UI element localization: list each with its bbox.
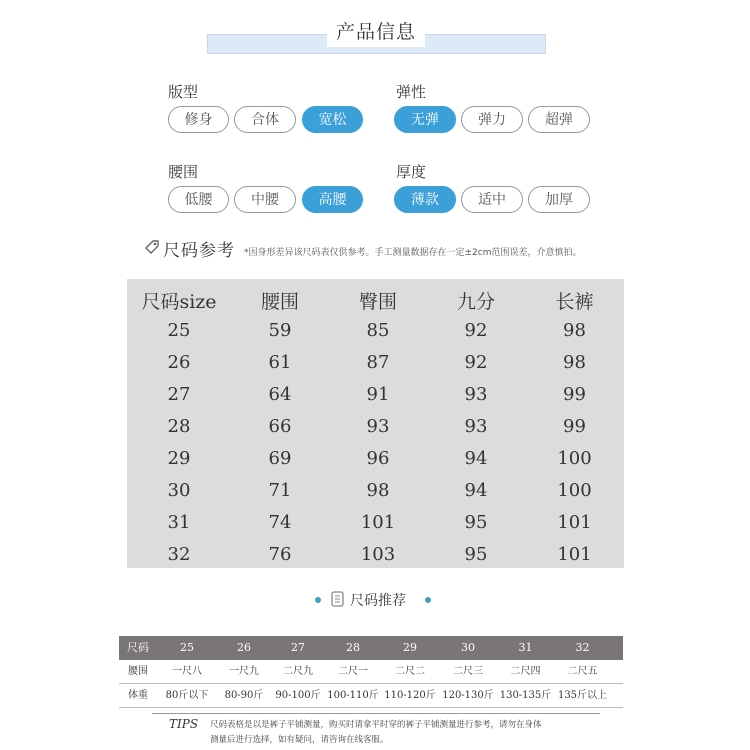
size-table-row <box>127 320 624 344</box>
chip-fit-slim[interactable]: 修身 <box>168 106 229 133</box>
recommendation-cell: 90-100斤 <box>275 690 321 701</box>
recommendation-cell: 80-90斤 <box>224 690 264 701</box>
recommendation-cell: 25 <box>180 641 194 654</box>
size-table-cell: 95 <box>464 544 488 565</box>
size-table-cell: 29 <box>167 448 191 469</box>
product-info-panel <box>126 62 625 238</box>
dot-icon <box>315 597 321 603</box>
size-table-cell: 91 <box>366 384 390 405</box>
size-table-cell: 98 <box>366 480 390 501</box>
size-table-cell: 101 <box>360 512 396 533</box>
size-table-cell: 103 <box>360 544 396 565</box>
tips-label: TIPS <box>169 717 199 731</box>
recommendation-heading <box>312 589 442 611</box>
size-table-cell: 93 <box>464 416 488 437</box>
recommendation-table <box>119 636 623 707</box>
size-table-cell: 59 <box>268 320 292 341</box>
header-cell: 长裤 <box>555 291 594 313</box>
size-table-cell: 96 <box>366 448 390 469</box>
size-table-cell: 26 <box>167 352 191 373</box>
chip-elasticity-stretch[interactable]: 弹力 <box>461 106 523 133</box>
recommendation-cell: 80斤以下 <box>165 690 209 701</box>
recommendation-cell: 30 <box>461 641 475 654</box>
tips-box <box>152 711 600 747</box>
elasticity-label: 弹性 <box>396 83 427 101</box>
size-table-row <box>127 544 624 568</box>
recommendation-cell: 二尺五 <box>567 666 598 677</box>
size-table-cell: 99 <box>563 416 586 437</box>
divider <box>152 713 600 714</box>
recommendation-cell: 27 <box>291 641 305 654</box>
size-table-row <box>127 416 624 440</box>
size-table-cell: 66 <box>268 416 292 437</box>
size-table-cell: 87 <box>366 352 390 373</box>
size-table-cell: 93 <box>366 416 390 437</box>
size-table-row <box>127 480 624 504</box>
recommendation-cell: 31 <box>518 641 533 654</box>
size-table-cell: 69 <box>268 448 292 469</box>
size-reference-note: *因身形差异该尺码表仅供参考。手工测量数据存在一定±2cm范围误差，介意慎拍。 <box>244 248 582 258</box>
chip-waist-mid[interactable]: 中腰 <box>234 186 296 213</box>
size-table-cell: 92 <box>464 320 488 341</box>
size-table-cell: 92 <box>464 352 488 373</box>
recommendation-cell: 体重 <box>128 690 148 701</box>
size-table-cell: 71 <box>268 480 292 501</box>
size-table-cell: 100 <box>557 448 592 469</box>
size-table-header <box>127 287 624 311</box>
size-table <box>127 279 624 568</box>
tag-icon <box>143 238 161 256</box>
chip-elasticity-super[interactable]: 超弹 <box>528 106 590 133</box>
recommendation-cell: 29 <box>403 641 417 654</box>
chip-elasticity-none[interactable]: 无弹 <box>394 106 456 133</box>
size-table-cell: 74 <box>268 512 292 533</box>
size-table-cell: 99 <box>563 384 586 405</box>
recommendation-cell: 一尺九 <box>229 666 259 677</box>
chip-thickness-thin[interactable]: 薄款 <box>394 186 456 213</box>
recommendation-cell: 32 <box>575 641 590 654</box>
recommendation-cell: 130-135斤 <box>499 690 552 701</box>
size-table-cell: 30 <box>167 480 191 501</box>
size-table-cell: 94 <box>464 448 488 469</box>
recommendation-cell: 一尺八 <box>172 666 202 677</box>
size-table-cell: 98 <box>563 352 586 373</box>
size-table-cell: 64 <box>268 384 292 405</box>
size-table-cell: 100 <box>557 480 592 501</box>
size-table-cell: 28 <box>167 416 191 437</box>
recommendation-cell: 120-130斤 <box>442 690 494 701</box>
chip-thickness-thick[interactable]: 加厚 <box>528 186 590 213</box>
size-table-cell: 101 <box>557 512 592 533</box>
fit-label: 版型 <box>168 83 199 101</box>
chip-waist-low[interactable]: 低腰 <box>168 186 229 213</box>
recommendation-cell: 二尺四 <box>510 666 541 677</box>
size-table-cell: 27 <box>167 384 191 405</box>
recommendation-cell: 二尺三 <box>453 666 483 677</box>
header-cell: 九分 <box>456 291 495 313</box>
size-table-cell: 32 <box>167 544 191 565</box>
size-table-cell: 31 <box>167 512 191 533</box>
recommendation-cell: 26 <box>237 641 251 654</box>
recommendation-cell: 100-110斤 <box>327 690 379 701</box>
waist-label: 腰围 <box>168 163 199 181</box>
tape-measure-icon <box>330 589 346 613</box>
header-cell: 尺码size <box>141 291 217 313</box>
recommendation-cell: 二尺二 <box>395 666 425 677</box>
chip-thickness-medium[interactable]: 适中 <box>461 186 523 213</box>
size-table-cell: 98 <box>563 320 586 341</box>
size-table-cell: 85 <box>366 320 390 341</box>
tips-text-line1: 尺码表格是以是裤子平铺测量，购买时请拿平时穿的裤子平铺测量进行参考，请勿在身体 <box>210 720 542 730</box>
header-cell: 腰围 <box>260 291 299 313</box>
recommendation-cell: 尺码 <box>127 641 149 654</box>
size-table-cell: 76 <box>268 544 292 565</box>
dot-icon <box>425 597 431 603</box>
chip-fit-regular[interactable]: 合体 <box>234 106 296 133</box>
recommendation-cell: 28 <box>346 641 360 654</box>
size-table-cell: 101 <box>557 544 592 565</box>
size-table-cell: 61 <box>268 352 292 373</box>
size-table-cell: 94 <box>464 480 488 501</box>
recommendation-title: 尺码推荐 <box>350 593 406 609</box>
size-table-row <box>127 448 624 472</box>
recommendation-cell: 腰围 <box>128 666 148 677</box>
chip-fit-loose[interactable]: 宽松 <box>302 106 363 133</box>
recommendation-cell: 135斤以上 <box>557 690 608 701</box>
size-table-cell: 93 <box>464 384 488 405</box>
size-table-cell: 95 <box>464 512 488 533</box>
tips-text-line2: 测量后进行选择，如有疑问，请咨询在线客服。 <box>210 735 389 745</box>
section-title: 产品信息 <box>327 17 425 47</box>
size-table-row <box>127 512 624 536</box>
size-table-cell: 25 <box>167 320 191 341</box>
header-cell: 臀围 <box>358 291 397 313</box>
thickness-label: 厚度 <box>396 163 427 181</box>
size-table-row <box>127 384 624 408</box>
recommendation-header-row <box>119 636 623 660</box>
size-table-row <box>127 352 624 376</box>
recommendation-cell: 二尺一 <box>338 666 368 677</box>
chip-waist-high[interactable]: 高腰 <box>302 186 363 213</box>
recommendation-row-waist <box>119 660 623 684</box>
recommendation-cell: 二尺九 <box>283 666 313 677</box>
recommendation-cell: 110-120斤 <box>384 690 436 701</box>
size-reference-title: 尺码参考 <box>163 241 235 261</box>
recommendation-row-weight <box>119 684 623 708</box>
